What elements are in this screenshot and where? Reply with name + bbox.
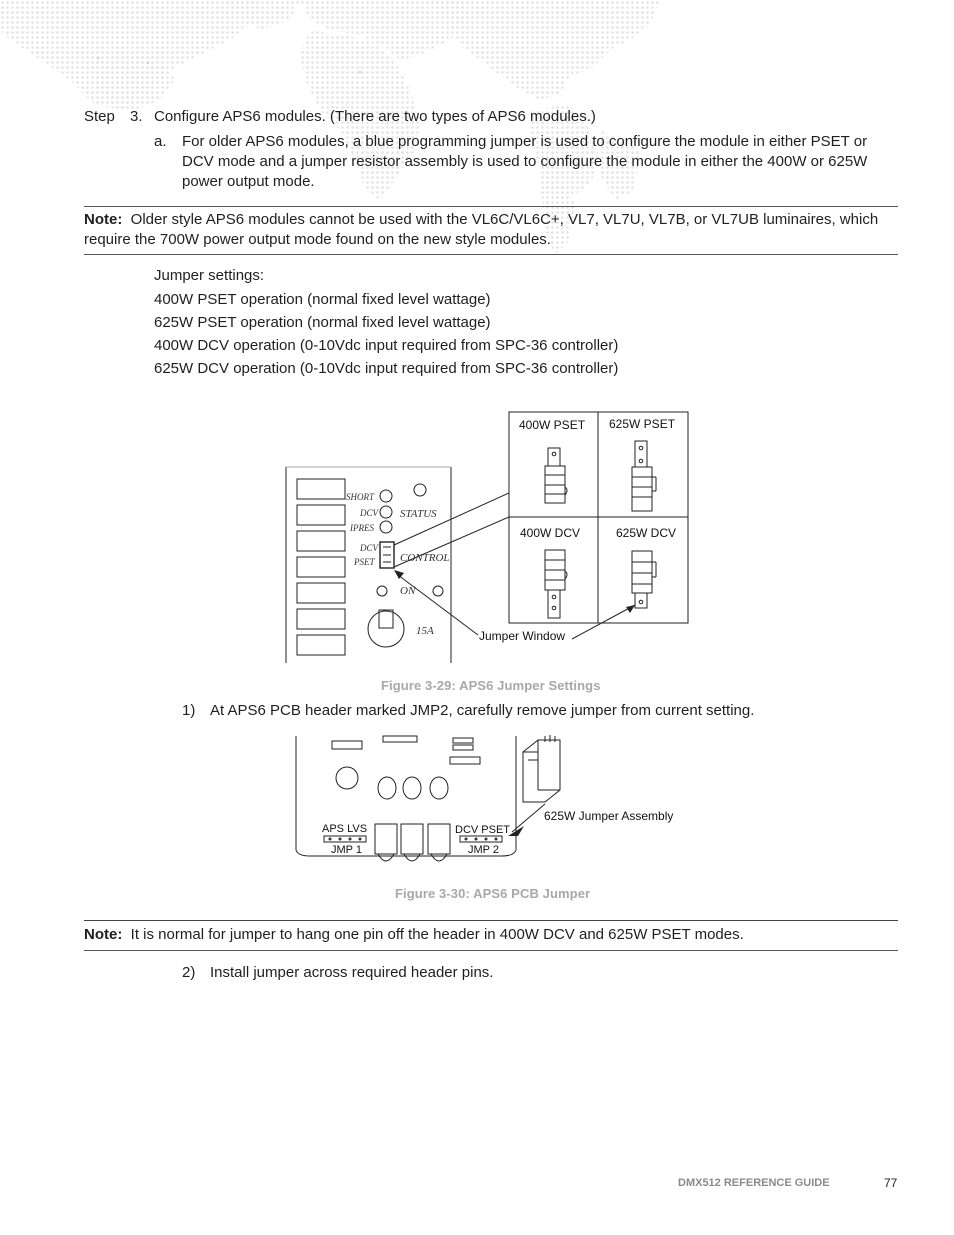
jumper-setting-item: 400W PSET operation (normal fixed level wattage) bbox=[154, 291, 491, 308]
note2-label: Note: bbox=[84, 926, 123, 943]
label-aps-lvs: APS LVS bbox=[322, 823, 368, 835]
substep-letter: a. bbox=[154, 133, 167, 150]
note2-text: It is normal for jumper to hang one pin off the header in 400W DCV and 625W PSET modes. bbox=[130, 926, 744, 943]
label-control: CONTROL bbox=[400, 552, 450, 564]
label-625w-jumper-assembly: 625W Jumper Assembly bbox=[544, 809, 674, 823]
label-short: SHORT bbox=[346, 492, 375, 502]
page-number: 77 bbox=[884, 1176, 898, 1190]
jumper-setting-item: 625W DCV operation (0-10Vdc input required from SPC-36 controller) bbox=[154, 360, 619, 377]
jumper-settings-heading: Jumper settings: bbox=[154, 267, 265, 284]
label-jmp1: JMP 1 bbox=[331, 844, 362, 856]
label-on: ON bbox=[400, 585, 416, 597]
jumper-diagram-400w-pset bbox=[545, 448, 567, 503]
label-dcv: DCV bbox=[360, 508, 378, 518]
step-number: 3. bbox=[130, 108, 143, 125]
note-label: Note: bbox=[84, 211, 123, 228]
jumper-setting-item: 625W PSET operation (normal fixed level wattage) bbox=[154, 314, 491, 331]
panel-label-625w-dcv: 625W DCV bbox=[616, 526, 677, 540]
footer-guide-title: DMX512 REFERENCE GUIDE bbox=[678, 1177, 830, 1189]
jumper-diagram-625w-dcv bbox=[632, 551, 656, 608]
note-jumper-hang bbox=[84, 925, 898, 945]
substep-1-text: At APS6 PCB header marked JMP2, carefully remove jumper from current setting. bbox=[210, 702, 755, 719]
label-fuse-rating: 15A bbox=[416, 625, 434, 637]
panel-label-400w-pset: 400W PSET bbox=[519, 418, 586, 432]
panel-label-625w-pset: 625W PSET bbox=[609, 417, 676, 431]
aps6-pcb-jumper-figure bbox=[290, 732, 690, 872]
note2-top-rule bbox=[84, 920, 898, 921]
note-bottom-rule bbox=[84, 254, 898, 255]
substep-text: For older APS6 modules, a blue programming jumper is used to configure the module in either PSET or DCV mode and a jumper resistor assembly is used to configure the module in either the 400W or 625W power output mode. bbox=[182, 133, 868, 190]
step-text: Configure APS6 modules. (There are two types of APS6 modules.) bbox=[154, 108, 596, 125]
panel-label-400w-dcv: 400W DCV bbox=[520, 526, 581, 540]
step-label: Step bbox=[84, 108, 115, 125]
label-dcv-pset: DCV PSET bbox=[455, 824, 511, 836]
jumper-diagram-400w-dcv bbox=[545, 550, 567, 618]
jumper-window-label: Jumper Window bbox=[479, 629, 566, 643]
note-text: Older style APS6 modules cannot be used with the VL6C/VL6C+, VL7, VL7U, VL7B, or VL7UB luminaires, which require the 700W power output mode found on the new style modules. bbox=[84, 211, 879, 248]
note-older-modules bbox=[84, 210, 898, 250]
note2-bottom-rule bbox=[84, 950, 898, 951]
substep-2-text: Install jumper across required header pins. bbox=[210, 964, 494, 981]
substep-1-number: 1) bbox=[182, 702, 196, 719]
note-top-rule bbox=[84, 206, 898, 207]
label-dcv-jumper: DCV bbox=[360, 543, 378, 553]
jumper-diagram-625w-pset bbox=[632, 441, 656, 511]
figure-29-caption: Figure 3-29: APS6 Jumper Settings bbox=[381, 678, 601, 693]
jumper-setting-item: 400W DCV operation (0-10Vdc input required from SPC-36 controller) bbox=[154, 337, 619, 354]
aps6-jumper-settings-figure bbox=[280, 405, 700, 670]
label-pset-jumper: PSET bbox=[354, 557, 375, 567]
substep-2-number: 2) bbox=[182, 964, 196, 981]
label-status: STATUS bbox=[400, 508, 437, 520]
label-ipres: IPRES bbox=[350, 523, 374, 533]
label-jmp2: JMP 2 bbox=[468, 844, 499, 856]
figure-30-caption: Figure 3-30: APS6 PCB Jumper bbox=[395, 886, 591, 901]
